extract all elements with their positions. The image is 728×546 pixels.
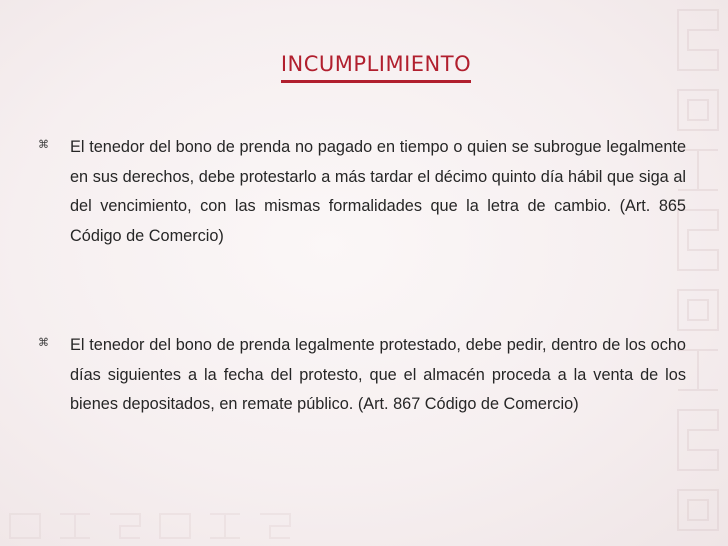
decorative-pattern-bottom bbox=[0, 506, 728, 546]
slide-title-text: INCUMPLIMIENTO bbox=[281, 52, 471, 83]
bullet-text: El tenedor del bono de prenda legalmente protestado, debe pedir, dentro de los ocho días siguientes a la fecha del protesto, que el almacén proceda a la venta de los bienes depositados, en remate público. (Art. 867 Código de Comercio) bbox=[70, 336, 686, 413]
slide-title bbox=[0, 52, 728, 83]
bullet-item bbox=[38, 331, 686, 420]
bullet-item bbox=[38, 133, 686, 251]
bullet-glyph-icon: ⌘ bbox=[38, 337, 49, 349]
bullet-text: El tenedor del bono de prenda no pagado en tiempo o quien se subrogue legalmente en sus derechos, debe protestarlo a más tardar el décimo quinto día hábil que siga al del vencimiento, con las mismas formalidades que la letra de cambio. (Art. 865 Código de Comercio) bbox=[70, 138, 686, 245]
bullet-glyph-icon: ⌘ bbox=[38, 139, 49, 151]
